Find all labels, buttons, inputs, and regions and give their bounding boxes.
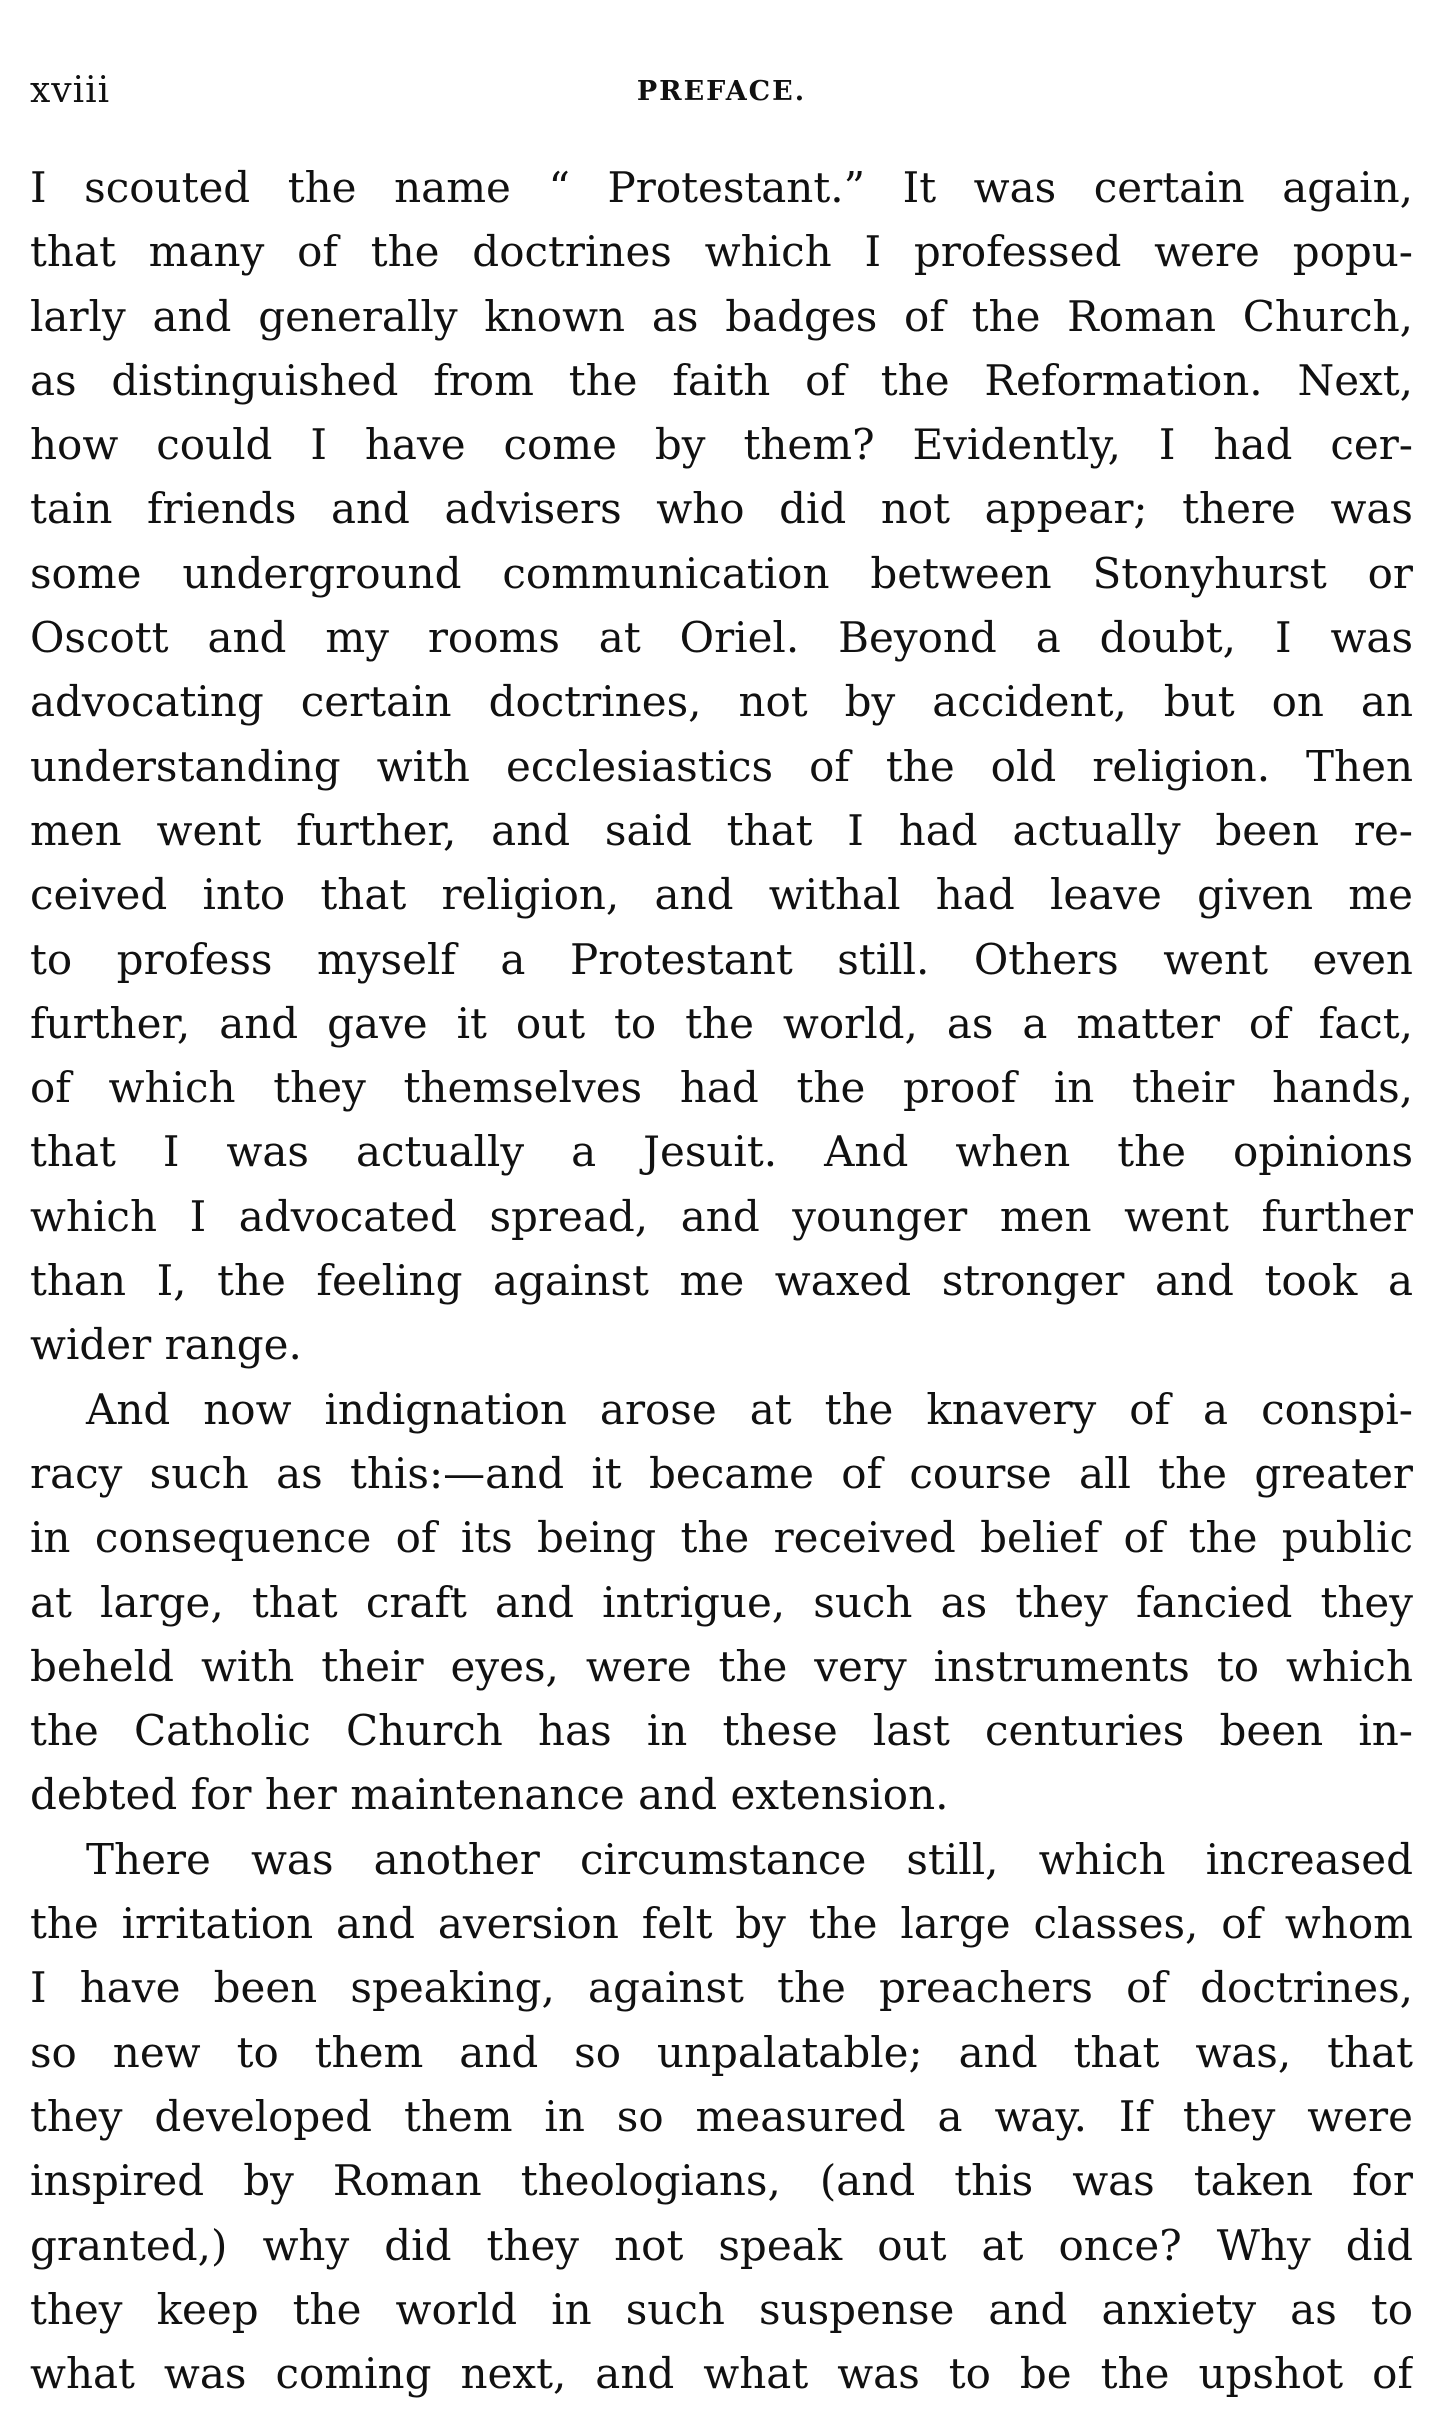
body-text: [30, 156, 1413, 2406]
text-line: inspired by Roman theologians, (and this was taken for: [30, 2156, 1413, 2206]
running-title: PREFACE.: [636, 76, 807, 107]
text-line: beheld with their eyes, were the very instruments to which: [30, 1641, 1413, 1691]
text-line: wider range.: [30, 1320, 302, 1370]
text-line: I scouted the name “ Protestant.” It was certain again,: [30, 163, 1413, 212]
text-line: larly and generally known as badges of the Roman Church,: [30, 291, 1413, 341]
text-line: of which they themselves had the proof in their hands,: [30, 1063, 1413, 1113]
text-line: the irritation and aversion felt by the large classes, of whom: [30, 1899, 1413, 1949]
text-line: There was another circumstance still, which increased: [86, 1834, 1413, 1884]
text-line: And now indignation arose at the knavery of a conspi-: [86, 1384, 1413, 1434]
running-head: [30, 66, 1413, 126]
text-line: in consequence of its being the received belief of the public: [30, 1513, 1413, 1563]
text-line: they keep the world in such suspense and anxiety as to: [30, 2284, 1413, 2334]
text-line: to profess myself a Protestant still. Others went even: [30, 934, 1413, 984]
text-line: which I advocated spread, and younger men went further: [30, 1191, 1413, 1241]
text-line: advocating certain doctrines, not by accident, but on an: [30, 677, 1413, 727]
paragraph: [30, 156, 1413, 1378]
text-line: ceived into that religion, and withal had leave given me: [30, 870, 1413, 920]
text-line: how could I have come by them? Evidently, I had cer-: [30, 420, 1413, 470]
text-line: granted,) why did they not speak out at once? Why did: [30, 2220, 1413, 2270]
text-line: debted for her maintenance and extension.: [30, 1770, 949, 1820]
text-line: Oscott and my rooms at Oriel. Beyond a doubt, I was: [30, 613, 1413, 663]
text-line: at large, that craft and intrigue, such as they fancied they: [30, 1577, 1413, 1627]
text-line: they developed them in so measured a way. If they were: [30, 2091, 1413, 2141]
paragraph: [30, 1378, 1413, 1828]
text-line: I have been speaking, against the preachers of doctrines,: [30, 1963, 1413, 2013]
text-line: racy such as this:—and it became of course all the greater: [30, 1448, 1413, 1498]
text-line: some underground communication between Stonyhurst or: [30, 548, 1413, 598]
text-line: understanding with ecclesiastics of the old religion. Then: [30, 741, 1413, 791]
paragraph: [30, 1828, 1413, 2407]
page-number: xviii: [30, 70, 111, 111]
text-line: that I was actually a Jesuit. And when the opinions: [30, 1127, 1413, 1177]
text-line: that many of the doctrines which I professed were popu-: [30, 227, 1413, 277]
text-line: as distinguished from the faith of the Reformation. Next,: [30, 355, 1413, 405]
text-line: what was coming next, and what was to be the upshot of: [30, 2349, 1413, 2399]
text-line: the Catholic Church has in these last centuries been in-: [30, 1706, 1413, 1756]
text-line: so new to them and so unpalatable; and that was, that: [30, 2027, 1413, 2077]
text-line: men went further, and said that I had actually been re-: [30, 805, 1413, 855]
text-line: than I, the feeling against me waxed stronger and took a: [30, 1256, 1413, 1306]
text-line: tain friends and advisers who did not appear; there was: [30, 484, 1413, 534]
text-line: further, and gave it out to the world, as a matter of fact,: [30, 998, 1413, 1048]
